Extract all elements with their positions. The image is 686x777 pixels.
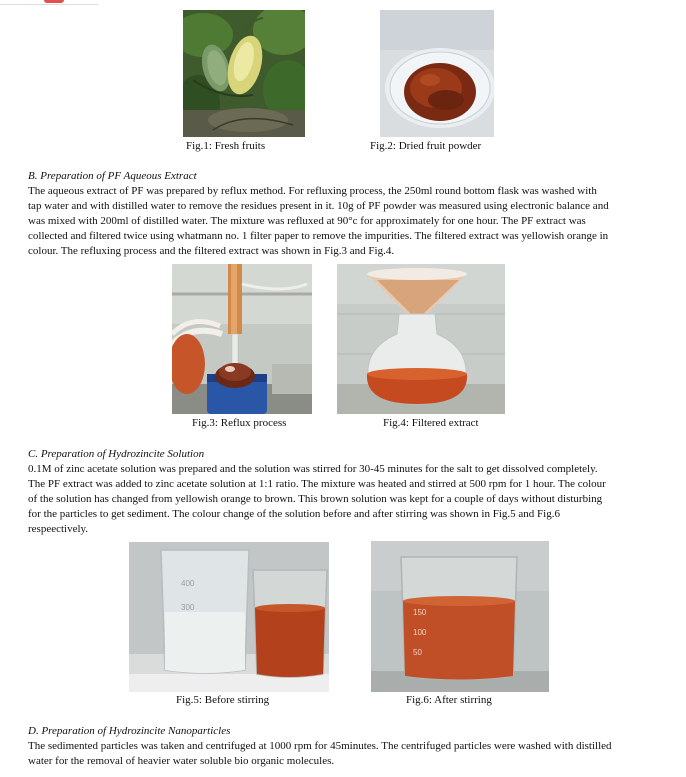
fig5-image — [129, 542, 329, 692]
fig6-mark-150: 150 — [413, 608, 427, 617]
paragraph-line: The PF extract was added to zinc acetate solution at 1:1 ratio. The mixture was heated and stirred at 500 rpm for 1 hour. The colour — [28, 478, 606, 490]
fig2-caption: Fig.2: Dried fruit powder — [370, 140, 482, 152]
paragraph-line: 0.1M of zinc acetate solution was prepared and the solution was stirred for 30-45 minutes for the salt to get dissolved completely. — [28, 463, 598, 475]
section-d-paragraph — [28, 739, 648, 769]
fig1-caption: Fig.1: Fresh fruits — [186, 140, 266, 152]
section-c-paragraph — [28, 462, 648, 537]
fig2-image — [380, 10, 494, 137]
paragraph-line: was mixed with 200ml of distilled water. The mixture was refluxed at 90°c for approximately for one hour. The PF extract was — [28, 215, 586, 227]
fig6-image — [371, 541, 549, 692]
fig3-caption: Fig.3: Reflux process — [192, 417, 287, 429]
paragraph-line: of the solution has changed from yellowish orange to brown. This brown solution was kept for a couple of days without disturbing — [28, 493, 603, 505]
fig4-image — [337, 264, 505, 414]
section-b-heading: B. Preparation of PF Aqueous Extract — [28, 170, 197, 182]
paragraph-line: colour. The refluxing process and the filtered extract was shown in Fig.3 and Fig.4. — [28, 245, 395, 257]
fig1-image — [183, 10, 305, 137]
paragraph-line: The aqueous extract of PF was prepared by reflux method. For refluxing process, the 250ml round bottom flask was washed with — [28, 185, 597, 197]
section-d-heading: D. Preparation of Hydrozincite Nanoparticles — [28, 725, 231, 737]
paragraph-line: water for the removal of heavier water soluble bio organic molecules. — [28, 755, 335, 767]
paragraph-line: The sedimented particles was taken and centrifuged at 1000 rpm for 45minutes. The centrifuged particles were washed with distilled — [28, 740, 612, 752]
fig4-caption: Fig.4: Filtered extract — [383, 417, 479, 429]
fig3-image — [172, 264, 312, 414]
fig5-caption: Fig.5: Before stirring — [176, 694, 270, 706]
paragraph-line: respeectively. — [28, 523, 89, 535]
paragraph-line: collected and filtered twice using whatmann no. 1 filter paper to remove the impurities. The filtered extract was yellowish orange in — [28, 230, 609, 242]
fig5-mark-400: 400 — [181, 579, 195, 588]
fig5-mark-300: 300 — [181, 603, 195, 612]
paragraph-line: tap water and with distilled water to remove the residues present in it. 10g of PF powder was measured using electronic balance and — [28, 200, 609, 212]
section-c-heading: C. Preparation of Hydrozincite Solution — [28, 448, 205, 460]
section-b-paragraph — [28, 184, 648, 259]
fig6-caption: Fig.6: After stirring — [406, 694, 492, 706]
fig6-mark-50: 50 — [413, 648, 422, 657]
fig6-mark-100: 100 — [413, 628, 427, 637]
paragraph-line: for the particles to get sediment. The colour change of the solution before and after stirring was shown in Fig.5 and Fig.6 — [28, 508, 560, 520]
logo-fragment — [0, 0, 98, 5]
